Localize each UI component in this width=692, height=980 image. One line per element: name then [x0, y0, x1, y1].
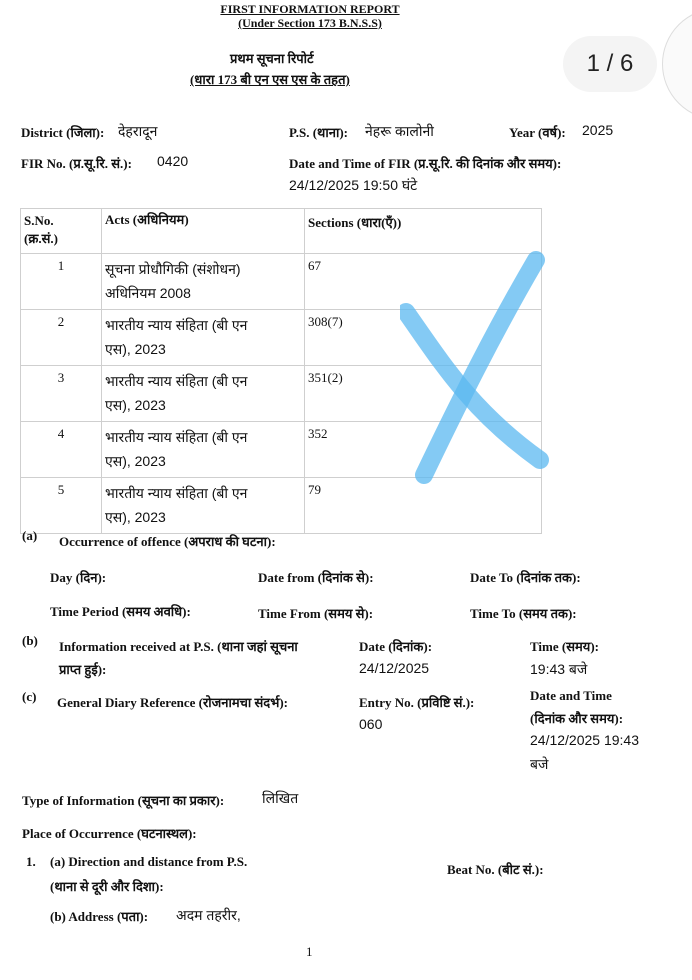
report-subtitle-en: (Under Section 173 B.N.S.S): [238, 16, 382, 30]
row-act: [102, 254, 305, 310]
entry-no-label: Entry No. (प्रविष्टि सं.):: [359, 695, 475, 710]
table-row: [21, 254, 542, 310]
district-value: देहरादून: [118, 123, 158, 139]
header-acts: Acts (अधिनियम): [102, 209, 305, 254]
header-sno-en: S.No.: [24, 213, 54, 228]
gd-datetime-label-line1: Date and Time: [530, 688, 612, 703]
gd-datetime-value-line1: 24/12/2025 19:43: [530, 732, 639, 748]
row-act: [102, 310, 305, 366]
header-sno: [21, 209, 102, 254]
report-subtitle-hi: (धारा 173 बी एन एस एस के तहत): [190, 72, 350, 87]
gd-datetime-value-line2: बजे: [530, 756, 549, 772]
row-section: 79: [305, 478, 542, 534]
row-section: 308(7): [305, 310, 542, 366]
table-header-row: [21, 209, 542, 254]
row-sno: 4: [21, 422, 102, 478]
row-act-line1: भारतीय न्याय संहिता (बी एन: [105, 373, 248, 389]
info-received-label-line2: प्राप्त हुई):: [59, 662, 107, 677]
table-row: [21, 422, 542, 478]
ps-value: नेहरू कालोनी: [365, 123, 434, 139]
table-row: [21, 478, 542, 534]
fir-datetime-label: Date and Time of FIR (प्र.सू.रि. की दिनांक और समय):: [289, 156, 562, 171]
table-row: [21, 310, 542, 366]
fir-datetime-value: 24/12/2025 19:50 घंटे: [289, 177, 418, 193]
row-sno: 3: [21, 366, 102, 422]
type-info-label: Type of Information (सूचना का प्रकार):: [22, 793, 225, 808]
day-label: Day (दिन):: [50, 570, 107, 585]
page-number: 1: [306, 944, 313, 959]
row-act-line2: एस), 2023: [105, 341, 166, 357]
received-time-label: Time (समय):: [530, 639, 599, 654]
row-section: 351(2): [305, 366, 542, 422]
report-title-hi: प्रथम सूचना रिपोर्ट: [230, 51, 314, 66]
fir-label: FIR No. (प्र.सू.रि. सं.):: [21, 156, 132, 171]
occurrence-title: Occurrence of offence (अपराध की घटना):: [59, 534, 276, 549]
section-a-marker: (a): [22, 528, 38, 543]
received-date-value: 24/12/2025: [359, 660, 430, 676]
row-act-line2: एस), 2023: [105, 509, 166, 525]
row-act: [102, 478, 305, 534]
received-time-value: 19:43 बजे: [530, 661, 588, 677]
time-from-label: Time From (समय से):: [258, 606, 374, 621]
direction-label-line2: (थाना से दूरी और दिशा):: [50, 879, 164, 894]
type-info-value: लिखित: [262, 790, 299, 806]
year-label: Year (वर्ष):: [509, 125, 566, 140]
viewer-edge-button[interactable]: [662, 8, 692, 120]
header-sections: Sections (धारा(एँ)): [305, 209, 542, 254]
row-act-line1: सूचना प्रोधौगिकी (संशोधन): [105, 261, 241, 277]
row-sno: 5: [21, 478, 102, 534]
time-to-label: Time To (समय तक):: [470, 606, 577, 621]
row-act: [102, 366, 305, 422]
beat-no-label: Beat No. (बीट सं.):: [447, 862, 544, 877]
header-sno-hi: (क्र.सं.): [24, 231, 58, 246]
row-sno: 2: [21, 310, 102, 366]
section-b-marker: (b): [22, 633, 38, 648]
row-act-line1: भारतीय न्याय संहिता (बी एन: [105, 485, 248, 501]
acts-table: [20, 208, 542, 534]
row-act-line1: भारतीय न्याय संहिता (बी एन: [105, 429, 248, 445]
district-label: District (जिला):: [21, 125, 105, 140]
section-c-marker: (c): [22, 689, 37, 704]
address-label: (b) Address (पता):: [50, 909, 149, 924]
page-indicator: 1 / 6: [563, 36, 657, 92]
place-item-number: 1.: [26, 854, 36, 869]
row-sno: 1: [21, 254, 102, 310]
year-value: 2025: [582, 122, 614, 138]
info-received-label-line1: Information received at P.S. (थाना जहां सूचना: [59, 639, 298, 654]
date-from-label: Date from (दिनांक से):: [258, 570, 374, 585]
row-section: 352: [305, 422, 542, 478]
direction-label-line1: (a) Direction and distance from P.S.: [50, 854, 248, 869]
entry-no-value: 060: [359, 716, 383, 732]
fir-value: 0420: [157, 153, 189, 169]
row-section: 67: [305, 254, 542, 310]
received-date-label: Date (दिनांक):: [359, 639, 433, 654]
row-act-line2: एस), 2023: [105, 453, 166, 469]
time-period-label: Time Period (समय अवधि):: [50, 604, 191, 619]
date-to-label: Date To (दिनांक तक):: [470, 570, 581, 585]
general-diary-label: General Diary Reference (रोजनामचा संदर्भ):: [57, 695, 288, 710]
place-label: Place of Occurrence (घटनास्थल):: [22, 826, 197, 841]
address-value: अदम तहरीर,: [176, 907, 241, 923]
gd-datetime-label-line2: (दिनांक और समय):: [530, 711, 624, 726]
table-row: [21, 366, 542, 422]
row-act-line2: अधिनियम 2008: [105, 285, 191, 301]
report-title-en: FIRST INFORMATION REPORT: [220, 2, 400, 16]
ps-label: P.S. (थाना):: [289, 125, 348, 140]
row-act-line2: एस), 2023: [105, 397, 166, 413]
row-act: [102, 422, 305, 478]
row-act-line1: भारतीय न्याय संहिता (बी एन: [105, 317, 248, 333]
